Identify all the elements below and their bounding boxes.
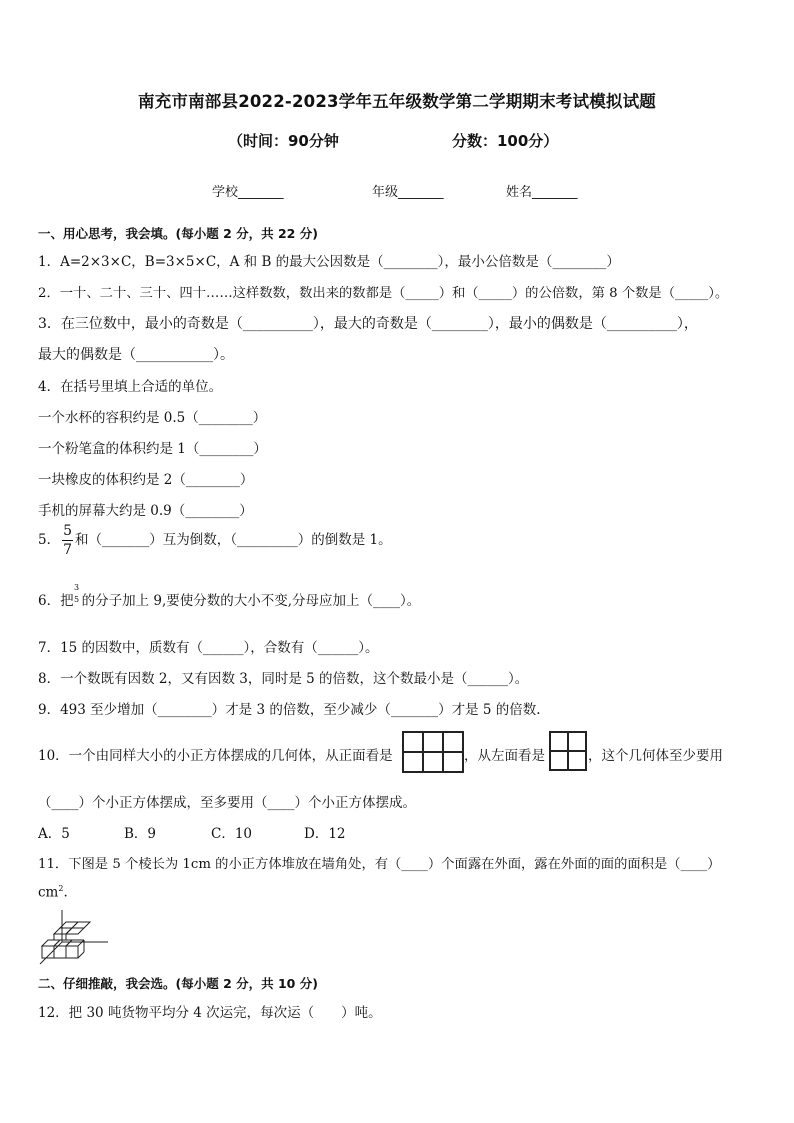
- question-10-text-a: 10．一个由同样大小的小正方体摆成的几何体，从正面看是: [38, 748, 393, 764]
- question-8: 8．一个数既有因数 2，又有因数 3，同时是 5 的倍数，这个数最小是（______）。: [38, 671, 529, 687]
- front-view-grid: [402, 731, 464, 773]
- page-title: 南充市南部县2022-2023学年五年级数学第二学期期末考试模拟试题: [138, 92, 656, 111]
- question-1: 1．A=2×3×C，B=3×5×C，A 和 B 的最大公因数是（________），最小公倍数是（________）: [38, 254, 620, 270]
- exam-score: 分数：100分）: [452, 132, 559, 150]
- question-6: [38, 589, 420, 609]
- question-11: 11．下图是 5 个棱长为 1cm 的小正方体堆放在墙角处，有（____）个面露在外面，露在外面的面的面积是（____）: [38, 857, 721, 872]
- question-10-text-b: ，从左面看是: [464, 748, 545, 764]
- option-b: B．9: [124, 826, 157, 842]
- fraction-3-5-numerator: 3: [74, 583, 80, 592]
- question-11-end: .: [63, 884, 68, 901]
- question-4-item-d: 手机的屏幕大约是 0.9（________）: [38, 503, 253, 519]
- question-4-item-b: 一个粉笔盒的体积约是 1（________）: [38, 441, 267, 457]
- option-d: D．12: [304, 826, 346, 842]
- question-5-prefix: 5．: [38, 532, 61, 548]
- cubes-in-corner-figure: [36, 908, 112, 966]
- section-1-heading: 一、用心思考，我会填。(每小题 2 分，共 22 分): [38, 226, 318, 241]
- question-4-item-c: 一块橡皮的体积约是 2（________）: [38, 472, 254, 488]
- question-5-text: 和（_______）互为倒数，（_________）的倒数是 1。: [75, 532, 392, 548]
- question-10-text-c: ，这个几何体至少要用: [588, 748, 723, 764]
- unit-exponent: 2: [58, 884, 64, 893]
- question-9: 9．493 至少增加（________）才是 3 的倍数，至少减少（_______）才是 5 的倍数.: [38, 702, 541, 718]
- question-2: 2．一十、二十、三十、四十……这样数数，数出来的数都是（_____）和（_____）的公倍数，第 8 个数是（_____）。: [38, 286, 729, 301]
- section-2-heading: 二、仔细推敲，我会选。(每小题 2 分，共 10 分): [38, 976, 318, 991]
- name-field: 姓名_______: [506, 185, 578, 200]
- unit-cm: cm: [38, 884, 59, 901]
- question-11-unit: [38, 884, 68, 901]
- left-view-grid: [549, 731, 587, 771]
- question-6-prefix: 6．把: [38, 593, 74, 609]
- question-7: 7．15 的因数中，质数有（______），合数有（______）。: [38, 640, 379, 656]
- fraction-denominator: 7: [63, 542, 73, 558]
- question-6-text: 的分子加上 9,要使分数的大小不变,分母应加上（____）。: [81, 593, 421, 609]
- fraction-numerator: 5: [63, 523, 73, 539]
- question-10-line-2: （____）个小正方体摆成，至多要用（____）个小正方体摆成。: [38, 795, 416, 811]
- question-5: [38, 524, 392, 557]
- question-4-item-a: 一个水杯的容积约是 0.5（________）: [38, 410, 267, 426]
- question-3-line-1: 3．在三位数中，最小的奇数是（__________），最大的奇数是（________），最小的偶数是（__________），: [38, 316, 698, 332]
- school-field: 学校_______: [212, 185, 284, 200]
- option-c: C．10: [211, 826, 253, 842]
- question-3-line-2: 最大的偶数是（___________）。: [38, 347, 234, 363]
- fraction-5-7: [62, 524, 73, 557]
- exam-time: （时间：90分钟: [228, 132, 339, 150]
- question-4: 4．在括号里填上合适的单位。: [38, 379, 223, 395]
- fraction-3-5-denominator: 5: [74, 595, 80, 604]
- option-a: A．5: [38, 826, 70, 842]
- grade-field: 年级_______: [372, 185, 444, 200]
- question-12: 12．把 30 吨货物平均分 4 次运完，每次运（ ）吨。: [38, 1005, 382, 1021]
